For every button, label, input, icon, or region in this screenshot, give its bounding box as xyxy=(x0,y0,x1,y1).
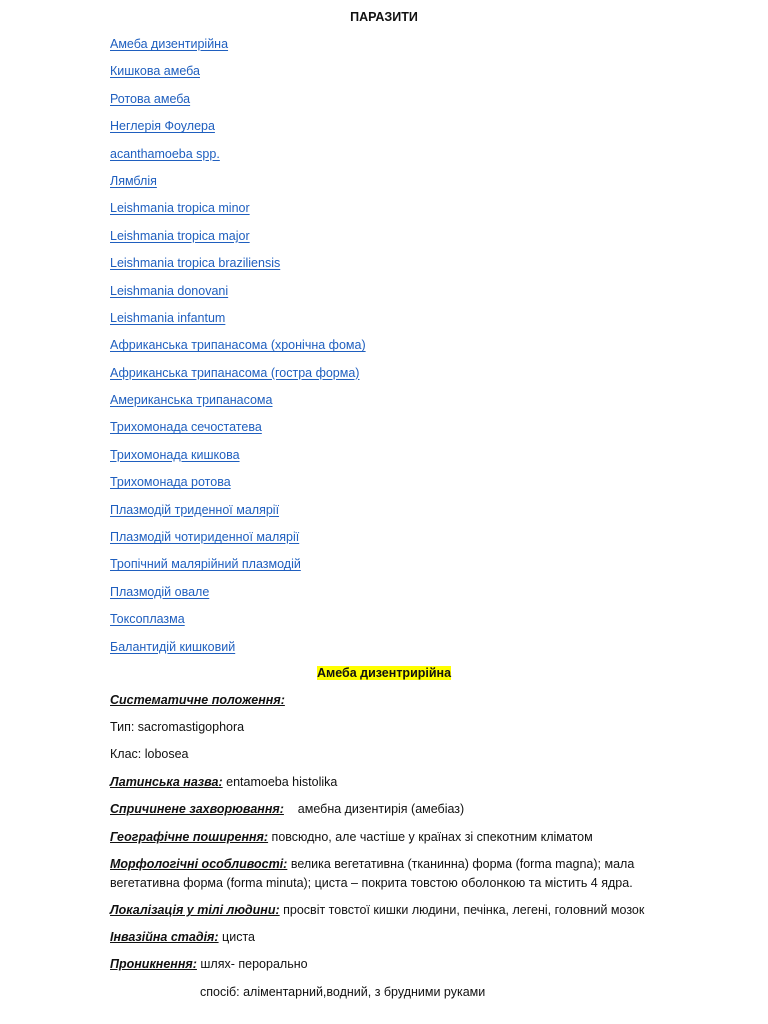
toc-link[interactable]: Плазмодій чотириденної малярії xyxy=(110,530,300,545)
toc-link[interactable]: acanthamoeba spp. xyxy=(110,146,220,161)
toc-item xyxy=(110,556,366,583)
class-line: Клас: lobosea xyxy=(110,747,189,761)
toc-item xyxy=(110,639,366,666)
geography-field xyxy=(110,828,710,847)
localization-field xyxy=(110,901,710,920)
localization-value: просвіт товстої кишки людини, печінка, легені, головний мозок xyxy=(279,903,645,917)
latin-name-field xyxy=(110,773,710,792)
toc-item xyxy=(110,529,366,556)
toc-link[interactable]: Американська трипанасома xyxy=(110,393,273,408)
toc-link[interactable]: Трихомонада кишкова xyxy=(110,447,240,462)
toc-link[interactable]: Leishmania tropica braziliensis xyxy=(110,256,281,271)
toc-item xyxy=(110,447,366,474)
toc-link[interactable]: Leishmania infantum xyxy=(110,310,226,325)
toc-link[interactable]: Leishmania donovani xyxy=(110,283,229,298)
toc-item xyxy=(110,146,366,173)
latin-name-label: Латинська назва: xyxy=(110,775,223,789)
morphology-field xyxy=(110,855,670,893)
invasive-stage-label: Інвазійна стадія: xyxy=(110,930,219,944)
toc-item xyxy=(110,584,366,611)
toc-item xyxy=(110,474,366,501)
toc-link[interactable]: Лямблія xyxy=(110,173,157,188)
section-heading xyxy=(0,665,768,681)
toc-item xyxy=(110,36,366,63)
toc-link[interactable]: Плазмодій триденної малярії xyxy=(110,502,280,517)
toc-link[interactable]: Трихомонада сечостатева xyxy=(110,420,262,435)
toc-item xyxy=(110,611,366,638)
disease-label: Спричинене захворювання: xyxy=(110,802,284,816)
morphology-label: Морфологічні особливості: xyxy=(110,857,288,871)
toc-item xyxy=(110,310,366,337)
toc-link[interactable]: Трихомонада ротова xyxy=(110,475,231,490)
toc-item xyxy=(110,91,366,118)
type-line: Тип: sacromastigophora xyxy=(110,720,245,734)
disease-field xyxy=(110,800,710,819)
toc-link[interactable]: Leishmania tropica minor xyxy=(110,201,250,216)
toc-link[interactable]: Африканська трипанасома (хронічна фома) xyxy=(110,338,366,353)
toc-link[interactable]: Кишкова амеба xyxy=(110,64,200,79)
disease-value: амебна дизентирія (амебіаз) xyxy=(283,802,465,816)
toc-item xyxy=(110,200,366,227)
toc-item xyxy=(110,337,366,364)
invasive-stage-value: циста xyxy=(218,930,255,944)
latin-name-value: entamoeba histolika xyxy=(222,775,338,789)
systematic-position-label: Систематичне положення: xyxy=(110,693,285,707)
toc-item xyxy=(110,392,366,419)
toc-link[interactable]: Африканська трипанасома (гостра форма) xyxy=(110,365,360,380)
toc-link[interactable]: Токсоплазма xyxy=(110,612,185,627)
section-heading-text: Амеба дизентрирійна xyxy=(316,666,452,680)
toc-item xyxy=(110,502,366,529)
toc-item xyxy=(110,255,366,282)
toc-item xyxy=(110,419,366,446)
geography-label: Географічне поширення: xyxy=(110,830,269,844)
toc-item xyxy=(110,118,366,145)
table-of-contents xyxy=(110,36,366,666)
geography-value: повсюдно, але частіше у країнах зі спекотним кліматом xyxy=(268,830,593,844)
penetration-label: Проникнення: xyxy=(110,957,197,971)
toc-link[interactable]: Амеба дизентирійна xyxy=(110,37,229,51)
toc-item xyxy=(110,365,366,392)
morphology-value: велика вегетативна (тканинна) форма (forma magna); мала вегетативна форма (forma minuta); циста – покрита товстою оболонкою та містить 4 ядра. xyxy=(110,857,635,890)
toc-item xyxy=(110,63,366,90)
penetration-method-line: спосіб: аліментарний,водний, з брудними руками xyxy=(200,985,486,999)
toc-item xyxy=(110,228,366,255)
toc-link[interactable]: Плазмодій овале xyxy=(110,584,210,599)
toc-link[interactable]: Тропічний малярійний плазмодій xyxy=(110,557,301,572)
toc-item xyxy=(110,173,366,200)
document-title: ПАРАЗИТИ xyxy=(350,10,418,24)
toc-link[interactable]: Leishmania tropica major xyxy=(110,228,250,243)
toc-link[interactable]: Ротова амеба xyxy=(110,91,191,106)
penetration-field xyxy=(110,955,710,974)
penetration-value: шлях- перорально xyxy=(196,957,308,971)
invasive-stage-field xyxy=(110,928,710,947)
localization-label: Локалізація у тілі людини: xyxy=(110,903,280,917)
toc-item xyxy=(110,283,366,310)
toc-link[interactable]: Балантидій кишковий xyxy=(110,639,236,654)
systematic-position-field xyxy=(110,691,710,710)
toc-link[interactable]: Неглерія Фоулера xyxy=(110,119,215,134)
